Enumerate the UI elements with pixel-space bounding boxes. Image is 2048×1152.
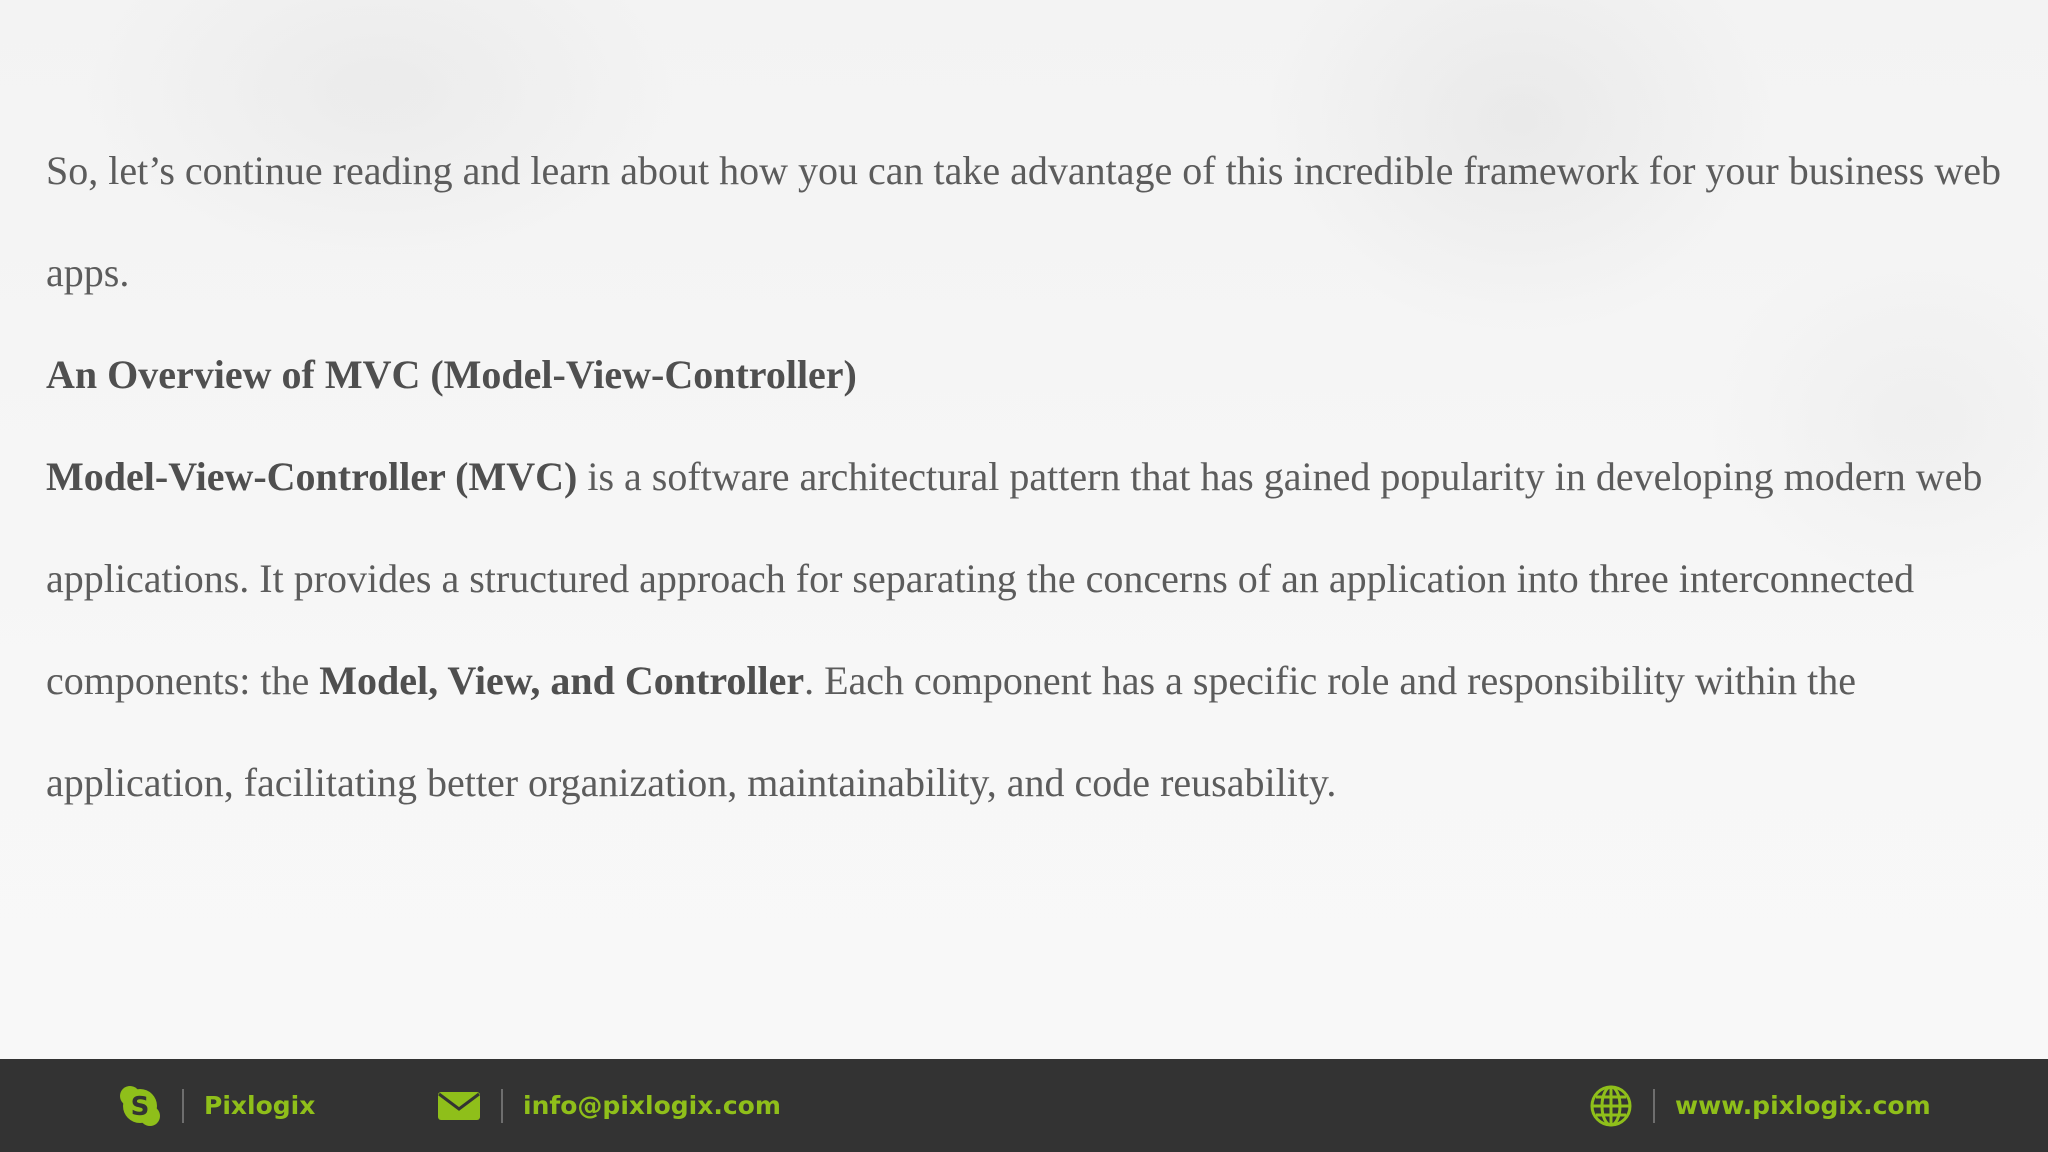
slide-body <box>46 120 2006 834</box>
svg-text:S: S <box>130 1091 150 1122</box>
globe-icon <box>1589 1084 1633 1128</box>
footer-bar <box>0 1059 2048 1152</box>
intro-paragraph: So, let’s continue reading and learn about how you can take advantage of this incredible framework for your business web apps. <box>46 148 2001 295</box>
mvc-components: Model, View, and Controller <box>319 658 805 703</box>
footer-separator <box>182 1089 184 1123</box>
footer-website[interactable] <box>1589 1059 1931 1152</box>
section-heading: An Overview of MVC (Model-View-Controller) <box>46 352 857 397</box>
footer-separator <box>501 1089 503 1123</box>
mvc-text-1: is a software architectural pattern that has gained popularity in developing modern web applications. It provides a structured approach for separating the concerns of an application into three interconnected components: the <box>46 454 1983 703</box>
footer-email[interactable] <box>437 1059 781 1152</box>
mvc-term: Model-View-Controller (MVC) <box>46 454 578 499</box>
mvc-text-2: . Each component has a specific role and responsibility within the application, facilitating better organization, maintainability, and code reusability. <box>46 658 1857 805</box>
footer-skype[interactable] <box>118 1059 315 1152</box>
envelope-icon <box>437 1084 481 1128</box>
skype-icon <box>118 1084 162 1128</box>
email-label: info@pixlogix.com <box>523 1091 781 1120</box>
web-label: www.pixlogix.com <box>1675 1091 1931 1120</box>
skype-label: Pixlogix <box>204 1091 316 1120</box>
footer-separator <box>1653 1089 1655 1123</box>
mvc-paragraph <box>46 426 2006 834</box>
